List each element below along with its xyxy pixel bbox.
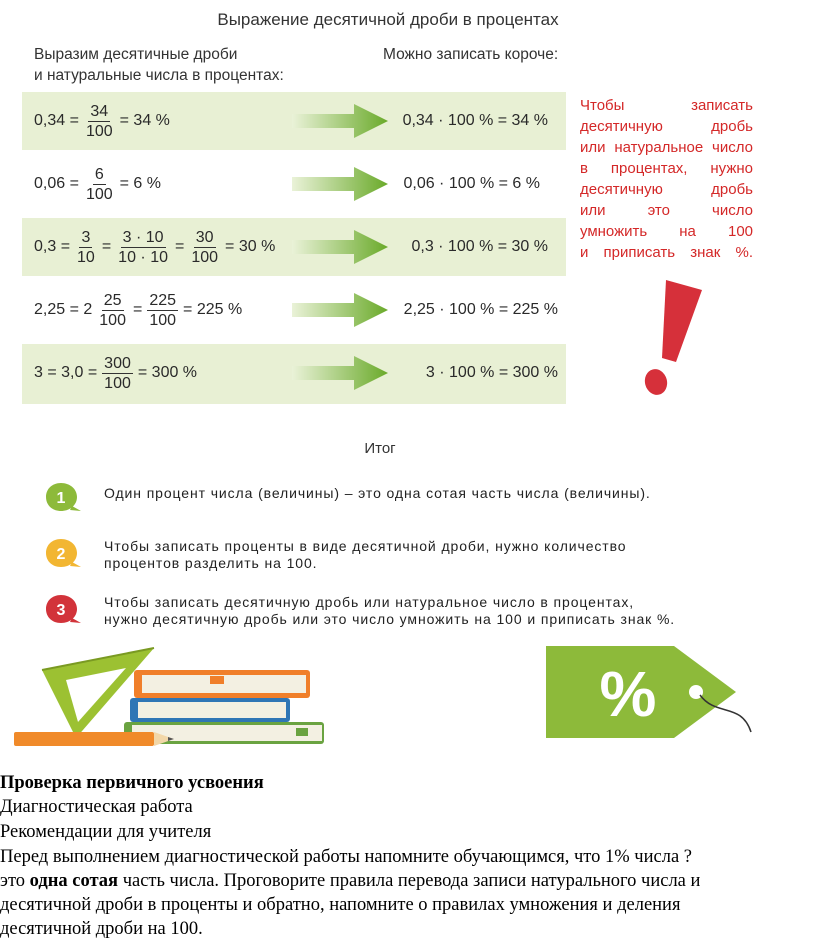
- row-5-suffix: = 300 %: [137, 364, 198, 381]
- arrow-right-icon: [292, 230, 388, 264]
- section-heading: Проверка первичного усвоения: [0, 773, 264, 793]
- row-1-suffix: = 34 %: [119, 112, 170, 129]
- row-2-denominator: 100: [85, 185, 113, 203]
- arrow-right-icon: [292, 167, 388, 201]
- row-4-numerator-2: 225: [149, 291, 177, 309]
- left-header-line-1: Выразим десятичные дроби: [34, 46, 238, 63]
- number-badge-1-icon: [46, 482, 82, 512]
- badge-number: 3: [56, 602, 66, 619]
- row-3-denominator-1: 10: [77, 248, 95, 266]
- badge-number: 1: [56, 490, 66, 507]
- summary-line: процентов разделить на 100.: [104, 555, 318, 571]
- row-2-suffix: = 6 %: [119, 175, 161, 192]
- paragraph-bold: одна сотая: [29, 871, 119, 891]
- conversion-row-2: [22, 155, 566, 213]
- summary-item-2: [46, 538, 704, 572]
- note-line: и приписать знак %.: [580, 244, 753, 261]
- conversion-row-3: [22, 218, 566, 276]
- summary-item-1: [46, 482, 704, 512]
- rule-note: [580, 95, 753, 263]
- badge-number: 2: [56, 546, 66, 563]
- row-3-denominator-2: 10 · 10: [118, 248, 168, 266]
- note-line: или натуральное число: [580, 139, 753, 156]
- row-1-lhs: [34, 92, 170, 150]
- row-5-fraction: [102, 354, 133, 393]
- row-3-numerator-3: 30: [195, 228, 214, 246]
- row-1-denominator: 100: [85, 122, 113, 140]
- row-4-numerator-1: 25: [103, 291, 122, 309]
- row-1-fraction: [84, 102, 115, 141]
- row-4-prefix: 2,25 = 2: [34, 301, 93, 318]
- paragraph-text: часть числа. Проговорите правила перевода записи натурального числа и: [122, 871, 701, 891]
- row-5-rhs: 3 · 100 % = 300 %: [425, 364, 558, 381]
- row-3-denominator-3: 100: [191, 248, 219, 266]
- summary-item-3: [46, 594, 704, 628]
- summary-text-3: [104, 594, 704, 628]
- conversion-row-5: [22, 344, 566, 404]
- right-header: Можно записать короче:: [383, 46, 559, 63]
- arrow-right-icon: [292, 293, 388, 327]
- row-5-prefix: 3 = 3,0 =: [34, 364, 98, 381]
- note-line: десятичную дробь: [580, 118, 753, 135]
- row-5-denominator: 100: [104, 374, 131, 392]
- row-3-equals-2: =: [174, 238, 185, 255]
- note-line: десятичную дробь: [580, 181, 753, 198]
- row-4-rhs: 2,25 · 100 % = 225 %: [403, 301, 558, 318]
- summary-text-1: [104, 482, 704, 502]
- row-2-numerator: 6: [94, 165, 104, 183]
- paragraph-text: это: [0, 871, 26, 891]
- row-4-suffix: = 225 %: [183, 301, 243, 318]
- row-3-suffix: = 30 %: [225, 238, 276, 255]
- note-line: умножить на 100: [580, 223, 753, 240]
- exclamation-icon: [636, 276, 706, 400]
- arrow-right-icon: [292, 104, 388, 138]
- row-5-numerator: 300: [104, 354, 131, 372]
- summary-line: нужно десятичную дробь или это число умножить на 100 и приписать знак %.: [104, 611, 676, 627]
- page-title: Выражение десятичной дроби в процентах: [217, 10, 559, 29]
- row-2-fraction: [84, 165, 115, 204]
- tag-percent-symbol: %: [599, 658, 657, 730]
- row-1-numerator: 34: [90, 102, 109, 120]
- row-3-fraction-3: [189, 228, 220, 267]
- row-3-lhs: [34, 218, 275, 276]
- row-1-prefix: 0,34 =: [34, 112, 79, 129]
- arrow-right-icon: [292, 356, 388, 390]
- row-3-equals-1: =: [101, 238, 112, 255]
- conversion-row-1: [22, 92, 566, 150]
- row-4-denominator-1: 100: [99, 311, 126, 329]
- percent-tag-icon: [546, 642, 758, 744]
- row-3-fraction-1: [75, 228, 97, 267]
- number-badge-2-icon: [46, 538, 82, 568]
- left-header: [34, 44, 284, 86]
- row-2-prefix: 0,06 =: [34, 175, 79, 192]
- row-4-fraction-2: [147, 291, 178, 330]
- row-3-rhs: 0,3 · 100 % = 30 %: [411, 238, 548, 255]
- row-3-numerator-1: 3: [81, 228, 91, 246]
- row-4-equals: =: [132, 301, 143, 318]
- summary-title: Итог: [364, 440, 396, 457]
- row-3-fraction-2: [116, 228, 170, 267]
- note-line: или это число: [580, 202, 753, 219]
- summary-line: Чтобы записать десятичную дробь или натуральное число в процентах,: [104, 594, 635, 610]
- paragraph-line-4: десятичной дроби на 100.: [0, 919, 203, 939]
- summary-line: Чтобы записать проценты в виде десятичной дроби, нужно количество: [104, 538, 627, 554]
- summary-text-2: [104, 538, 704, 572]
- row-5-lhs: [34, 344, 197, 402]
- row-4-lhs: [34, 281, 242, 339]
- subtitle-recommendations: Рекомендации для учителя: [0, 822, 212, 842]
- row-4-fraction-1: [97, 291, 128, 330]
- paragraph-line-3: десятичной дроби в проценты и обратно, напомните о правилах умножения и деления: [0, 895, 681, 915]
- note-line: Чтобы записать: [580, 97, 753, 114]
- row-2-rhs: 0,06 · 100 % = 6 %: [403, 175, 540, 192]
- row-2-lhs: [34, 155, 161, 213]
- books-illustration: [14, 640, 344, 752]
- row-4-denominator-2: 100: [149, 311, 177, 329]
- paragraph-line-1: Перед выполнением диагностической работы напомните обучающимся, что 1% числа ?: [0, 847, 692, 867]
- conversion-row-4: [22, 281, 566, 339]
- row-3-prefix: 0,3 =: [34, 238, 71, 255]
- paragraph-line-2: [0, 871, 700, 892]
- summary-line: Один процент числа (величины) – это одна сотая часть числа (величины).: [104, 485, 651, 501]
- subtitle-diagnostic: Диагностическая работа: [0, 797, 193, 817]
- note-line: в процентах, нужно: [580, 160, 753, 177]
- left-header-line-2: и натуральные числа в процентах:: [34, 67, 284, 84]
- row-3-numerator-2: 3 · 10: [122, 228, 164, 246]
- number-badge-3-icon: [46, 594, 82, 624]
- row-1-rhs: 0,34 · 100 % = 34 %: [402, 112, 548, 129]
